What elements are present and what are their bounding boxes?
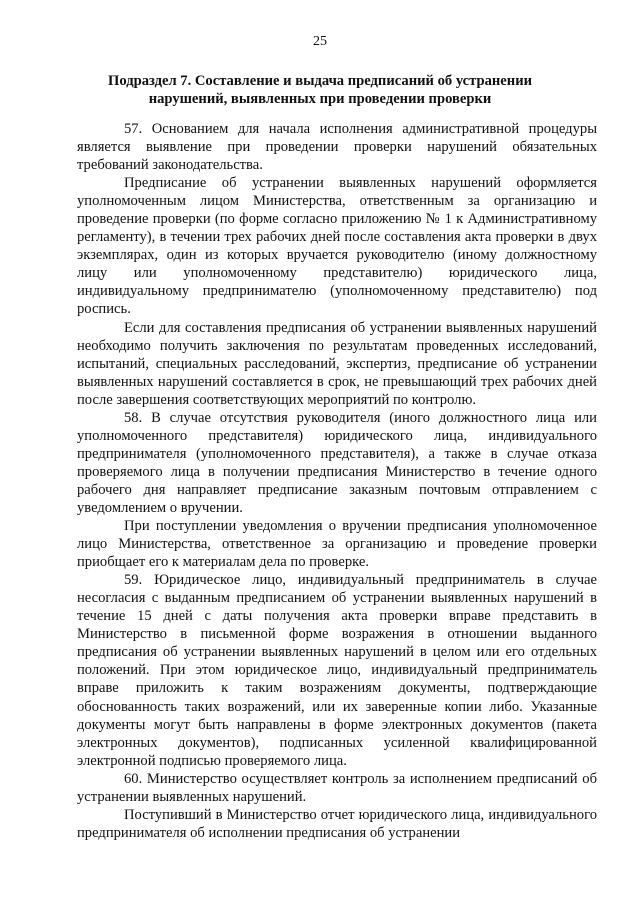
paragraph-58: 58. В случае отсутствия руководителя (иного должностного лица или уполномоченного представителя) юридического лица, индивидуального предпринимателя (уполномоченного представителя), а также в случае отказа проверяемого лица в получении предписания Министерство в течение одного рабочего дня направляет предписание заказным почтовым отправлением с уведомлением о вручении. <box>77 409 597 516</box>
paragraph-59: 59. Юридическое лицо, индивидуальный предприниматель в случае несогласия с выданным предписанием об устранении выявленных нарушений в течение 15 дней с даты получения акта проверки вправе представить в Министерство в письменной форме возражения в отношении выданного предписания об устранении выявленных нарушений в целом или его отдельных положений. При этом юридическое лицо, индивидуальный предприниматель вправе приложить к таким возражениям документы, подтверждающие обоснованность таких возражений, или их заверенные копии либо. Указанные документы могут быть направлены в форме электронных документов (пакета электронных документов), подписанных усиленной квалифицированной электронной подписью проверяемого лица. <box>77 572 597 769</box>
section-heading-line-2: нарушений, выявленных при проведении проверки <box>148 91 492 107</box>
paragraph-expert-conclusions: Если для составления предписания об устранении выявленных нарушений необходимо получить заключения по результатам проведенных исследований, испытаний, специальных расследований, экспертиз, предписание об устранении выявленных нарушений составляется в срок, не превышающий трех рабочих дней после завершения соответствующих мероприятий по контролю. <box>77 319 597 408</box>
paragraph-prescription-issue: Предписание об устранении выявленных нарушений оформляется уполномоченным лицом Министерства, ответственным за организацию и проведение проверки (по форме согласно приложению № 1 к Административному регламенту), в течении трех рабочих дней после составления акта проверки в двух экземплярах, один из которых вручается руководителю (иному должностному лицу или уполномоченному представителю) юридического лица, индивидуальному предпринимателю (уполномоченному представителю) под роспись. <box>77 175 597 318</box>
section-heading <box>60 72 580 108</box>
paragraph-delivery-notice: При поступлении уведомления о вручении предписания уполномоченное лицо Министерства, ответственное за организацию и проведение проверки приобщает его к материалам дела по проверке. <box>77 518 597 571</box>
paragraph-report-received: Поступивший в Министерство отчет юридического лица, индивидуального предпринимателя об исполнении предписания об устранении <box>77 806 597 841</box>
document-body <box>77 120 597 842</box>
section-heading-line-1: Подраздел 7. Составление и выдача предписаний об устранении <box>107 73 533 89</box>
paragraph-57: 57. Основанием для начала исполнения административной процедуры является выявление при проведении проверки нарушений обязательных требований законодательства. <box>77 121 597 174</box>
paragraph-60: 60. Министерство осуществляет контроль за исполнением предписаний об устранении выявленных нарушений. <box>77 770 597 805</box>
page-number: 25 <box>313 34 327 49</box>
